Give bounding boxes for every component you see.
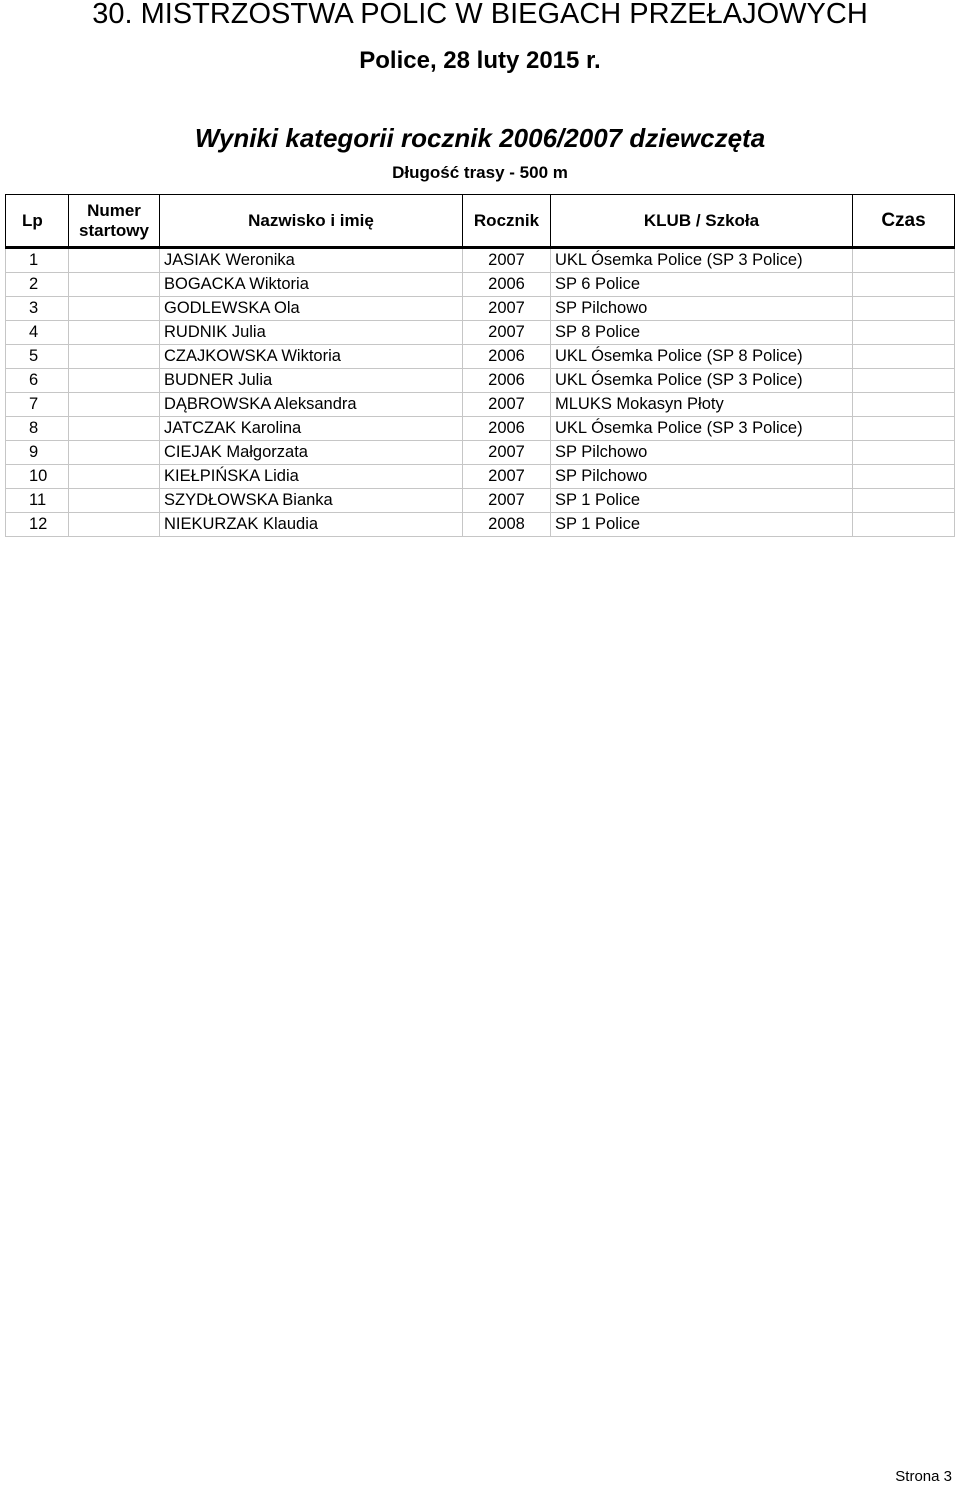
cell-name: KIEŁPIŃSKA Lidia: [160, 465, 463, 489]
cell-start-number: [69, 393, 160, 417]
cell-start-number: [69, 465, 160, 489]
column-header-name: Nazwisko i imię: [160, 195, 463, 248]
cell-club: SP 8 Police: [551, 321, 853, 345]
cell-year: 2006: [463, 417, 551, 441]
cell-start-number: [69, 441, 160, 465]
cell-club: UKL Ósemka Police (SP 8 Police): [551, 345, 853, 369]
cell-time: [853, 273, 955, 297]
cell-year: 2006: [463, 273, 551, 297]
cell-lp: 5: [6, 345, 69, 369]
cell-start-number: [69, 369, 160, 393]
cell-start-number: [69, 321, 160, 345]
cell-lp: 9: [6, 441, 69, 465]
cell-name: BOGACKA Wiktoria: [160, 273, 463, 297]
cell-name: GODLEWSKA Ola: [160, 297, 463, 321]
event-date: Police, 28 luty 2015 r.: [359, 47, 601, 74]
cell-start-number: [69, 345, 160, 369]
cell-name: DĄBROWSKA Aleksandra: [160, 393, 463, 417]
cell-name: BUDNER Julia: [160, 369, 463, 393]
cell-lp: 12: [6, 513, 69, 537]
cell-club: UKL Ósemka Police (SP 3 Police): [551, 369, 853, 393]
cell-lp: 10: [6, 465, 69, 489]
cell-lp: 4: [6, 321, 69, 345]
cell-name: JATCZAK Karolina: [160, 417, 463, 441]
cell-year: 2007: [463, 465, 551, 489]
page-number: Strona 3: [895, 1468, 952, 1485]
cell-club: SP Pilchowo: [551, 465, 853, 489]
column-header-start-number: [69, 195, 160, 248]
cell-time: [853, 369, 955, 393]
cell-time: [853, 441, 955, 465]
results-table: [5, 194, 955, 537]
cell-lp: 3: [6, 297, 69, 321]
cell-time: [853, 345, 955, 369]
table-row: [6, 321, 955, 345]
cell-name: RUDNIK Julia: [160, 321, 463, 345]
column-header-lp: Lp: [6, 195, 69, 248]
cell-lp: 1: [6, 248, 69, 273]
cell-club: SP Pilchowo: [551, 441, 853, 465]
cell-time: [853, 417, 955, 441]
cell-start-number: [69, 513, 160, 537]
cell-club: UKL Ósemka Police (SP 3 Police): [551, 248, 853, 273]
cell-time: [853, 393, 955, 417]
cell-name: CZAJKOWSKA Wiktoria: [160, 345, 463, 369]
table-row: [6, 369, 955, 393]
cell-year: 2007: [463, 297, 551, 321]
cell-year: 2007: [463, 441, 551, 465]
cell-year: 2006: [463, 369, 551, 393]
cell-name: JASIAK Weronika: [160, 248, 463, 273]
table-row: [6, 465, 955, 489]
cell-time: [853, 321, 955, 345]
cell-start-number: [69, 248, 160, 273]
cell-start-number: [69, 489, 160, 513]
cell-year: 2007: [463, 248, 551, 273]
table-row: [6, 417, 955, 441]
cell-year: 2007: [463, 321, 551, 345]
table-row: [6, 297, 955, 321]
cell-lp: 8: [6, 417, 69, 441]
category-heading: Wyniki kategorii rocznik 2006/2007 dziewczęta: [194, 123, 766, 153]
cell-time: [853, 248, 955, 273]
cell-start-number: [69, 273, 160, 297]
cell-club: SP 6 Police: [551, 273, 853, 297]
cell-lp: 7: [6, 393, 69, 417]
route-length: Długość trasy - 500 m: [392, 163, 568, 182]
cell-name: NIEKURZAK Klaudia: [160, 513, 463, 537]
cell-name: SZYDŁOWSKA Bianka: [160, 489, 463, 513]
table-row: [6, 489, 955, 513]
table-row: [6, 345, 955, 369]
column-header-year: Rocznik: [463, 195, 551, 248]
cell-time: [853, 465, 955, 489]
table-header-row: [6, 195, 955, 248]
column-header-start-number-line1: Numer: [87, 200, 141, 220]
table-row: [6, 248, 955, 273]
table-row: [6, 273, 955, 297]
cell-club: UKL Ósemka Police (SP 3 Police): [551, 417, 853, 441]
column-header-start-number-line2: startowy: [79, 220, 149, 240]
cell-club: MLUKS Mokasyn Płoty: [551, 393, 853, 417]
cell-start-number: [69, 297, 160, 321]
cell-year: 2006: [463, 345, 551, 369]
cell-club: SP Pilchowo: [551, 297, 853, 321]
document-title: 30. MISTRZOSTWA POLIC W BIEGACH PRZEŁAJOWYCH: [92, 0, 868, 30]
cell-time: [853, 489, 955, 513]
cell-year: 2008: [463, 513, 551, 537]
column-header-club: KLUB / Szkoła: [551, 195, 853, 248]
cell-start-number: [69, 417, 160, 441]
column-header-time: Czas: [853, 195, 955, 248]
cell-lp: 11: [6, 489, 69, 513]
results-body: [6, 248, 955, 537]
cell-club: SP 1 Police: [551, 513, 853, 537]
cell-time: [853, 297, 955, 321]
table-row: [6, 393, 955, 417]
cell-time: [853, 513, 955, 537]
cell-lp: 6: [6, 369, 69, 393]
cell-year: 2007: [463, 489, 551, 513]
cell-lp: 2: [6, 273, 69, 297]
cell-name: CIEJAK Małgorzata: [160, 441, 463, 465]
table-row: [6, 441, 955, 465]
cell-club: SP 1 Police: [551, 489, 853, 513]
table-row: [6, 513, 955, 537]
cell-year: 2007: [463, 393, 551, 417]
